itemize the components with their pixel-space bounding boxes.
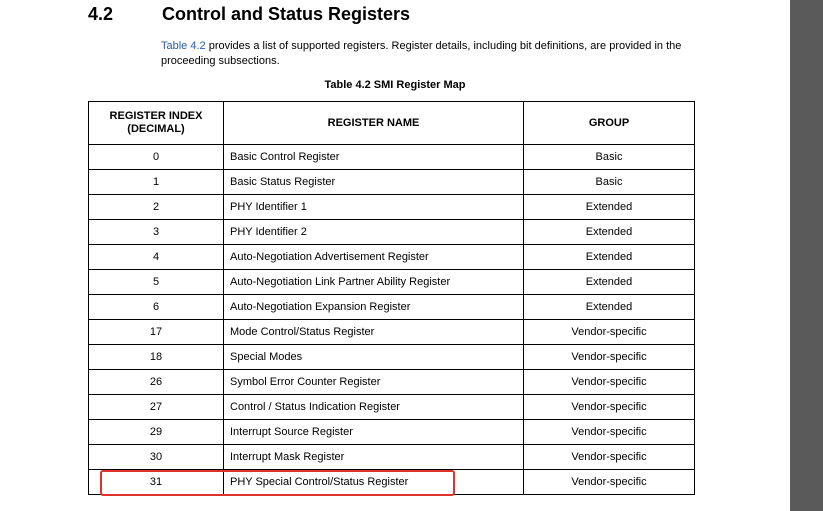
register-name-cell: Special Modes — [224, 345, 524, 370]
register-index-cell: 6 — [89, 295, 224, 320]
table-row — [89, 295, 695, 320]
table-row — [89, 395, 695, 420]
register-name-cell: Interrupt Source Register — [224, 420, 524, 445]
intro-text: provides a list of supported registers. Register details, including bit definitions, are provided in the proceeding subsections. — [161, 40, 682, 67]
table-row — [89, 345, 695, 370]
register-group-cell: Vendor-specific — [524, 370, 695, 395]
register-index-cell: 26 — [89, 370, 224, 395]
register-group-cell: Extended — [524, 220, 695, 245]
register-name-cell: Auto-Negotiation Link Partner Ability Register — [224, 270, 524, 295]
register-index-cell: 1 — [89, 170, 224, 195]
table-header-row — [89, 102, 695, 145]
table-row — [89, 170, 695, 195]
header-register-name: REGISTER NAME — [224, 102, 524, 145]
register-index-cell: 30 — [89, 445, 224, 470]
register-index-cell: 31 — [89, 470, 224, 495]
register-name-cell: Auto-Negotiation Expansion Register — [224, 295, 524, 320]
table-row — [89, 245, 695, 270]
section-number: 4.2 — [88, 4, 114, 24]
header-register-index: REGISTER INDEX (DECIMAL) — [89, 102, 224, 145]
register-group-cell: Extended — [524, 245, 695, 270]
register-name-cell: Symbol Error Counter Register — [224, 370, 524, 395]
register-name-cell: Control / Status Indication Register — [224, 395, 524, 420]
register-group-cell: Vendor-specific — [524, 420, 695, 445]
register-index-cell: 29 — [89, 420, 224, 445]
register-group-cell: Basic — [524, 170, 695, 195]
table-row — [89, 145, 695, 170]
register-group-cell: Vendor-specific — [524, 345, 695, 370]
register-group-cell: Vendor-specific — [524, 445, 695, 470]
register-index-cell: 0 — [89, 145, 224, 170]
register-map-table — [88, 101, 695, 495]
table-row — [89, 270, 695, 295]
register-name-cell: Mode Control/Status Register — [224, 320, 524, 345]
register-name-cell: Basic Control Register — [224, 145, 524, 170]
register-group-cell: Basic — [524, 145, 695, 170]
register-group-cell: Extended — [524, 295, 695, 320]
table-body — [89, 145, 695, 495]
register-group-cell: Extended — [524, 195, 695, 220]
register-index-cell: 4 — [89, 245, 224, 270]
register-name-cell: PHY Special Control/Status Register — [224, 470, 524, 495]
register-name-cell: PHY Identifier 1 — [224, 195, 524, 220]
register-index-cell: 2 — [89, 195, 224, 220]
register-index-cell: 17 — [89, 320, 224, 345]
header-group: GROUP — [524, 102, 695, 145]
table-row — [89, 420, 695, 445]
table-row — [89, 320, 695, 345]
table-reference-link[interactable]: Table 4.2 — [161, 40, 206, 52]
table-caption: Table 4.2 SMI Register Map — [324, 79, 466, 91]
register-group-cell: Extended — [524, 270, 695, 295]
register-index-cell: 18 — [89, 345, 224, 370]
section-title: Control and Status Registers — [162, 4, 411, 24]
register-group-cell: Vendor-specific — [524, 470, 695, 495]
register-name-cell: Auto-Negotiation Advertisement Register — [224, 245, 524, 270]
register-name-cell: Interrupt Mask Register — [224, 445, 524, 470]
table-row — [89, 445, 695, 470]
register-index-cell: 5 — [89, 270, 224, 295]
register-name-cell: PHY Identifier 2 — [224, 220, 524, 245]
register-group-cell: Vendor-specific — [524, 320, 695, 345]
intro-paragraph — [161, 39, 721, 69]
register-index-cell: 3 — [89, 220, 224, 245]
register-name-cell: Basic Status Register — [224, 170, 524, 195]
register-group-cell: Vendor-specific — [524, 395, 695, 420]
register-index-cell: 27 — [89, 395, 224, 420]
table-row — [89, 195, 695, 220]
viewer-side-panel — [790, 0, 823, 511]
highlight-annotation-box — [100, 470, 455, 496]
table-row — [89, 220, 695, 245]
table-row — [89, 370, 695, 395]
